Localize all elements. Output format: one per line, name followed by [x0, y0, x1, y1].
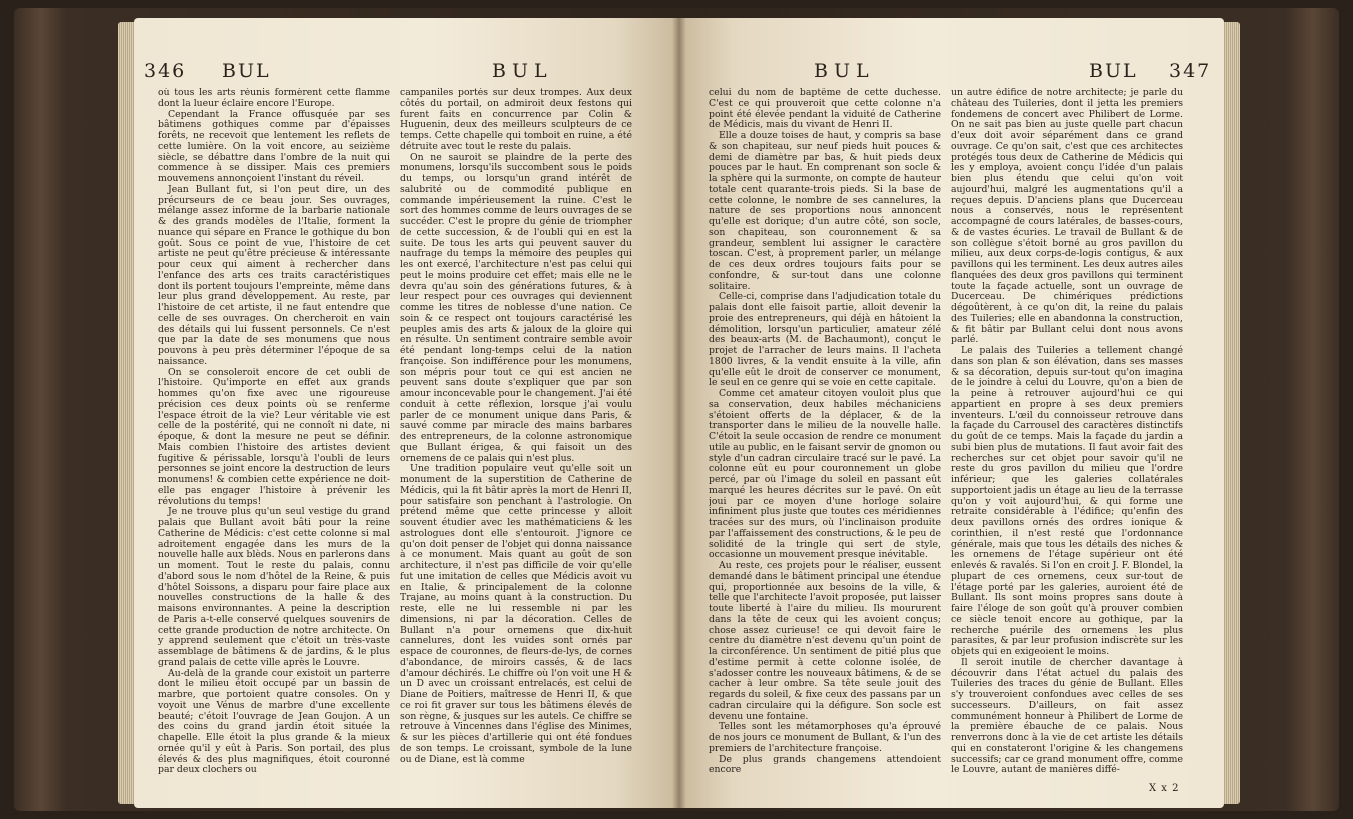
paragraph: Une tradition populaire veut qu'elle soit un monument de la superstition de Catherine de Médicis, qui la fit bâtir après la mort de Henri II, pour satisfaire son penchant à l'astrologie. On prétend même que cette princesse y alloit souvent étudier avec les mathématiciens & les astrologues dont elle s'entouroit. J'ignore ce qu'on doit penser de l'objet qui donna naissance à ce monument. Mais quant au goût de son architecture, il n'est pas difficile de voir qu'elle fut une imitation de celles que Médicis avoit vu en Italie, & principalement de la colonne Trajane, au moins quant à la construction. Du reste, elle ne lui ressemble ni par les dimensions, ni par la décoration. Celles de Bullant n'a pour ornemens que dix-huit cannelures, dont les vuides sont ornés par espace de couronnes, de fleurs-de-lys, de cornes d'abondance, de miroirs cassés, & de lacs d'amour déchirés. Le chiffre où l'on voit une H & un D avec un croissant entrelacés, est celui de Diane de Poitiers, maîtresse de Henri II, & que ce roi fit graver sur tous les bâtimens élevés de son règne, & jusques sur les autels. Ce chiffre se retrouve à Vincennes dans l'église des Minimes, & sur les pièces d'artillerie qui ont été fondues de son temps. Le croissant, symbole de la lune ou de Diane, est là comme: [400, 463, 632, 765]
right-head-center: BUL: [814, 60, 875, 82]
left-running-head: [134, 60, 679, 86]
paragraph: campaniles portés sur deux trompes. Aux deux côtés du portail, on admiroit deux festons qui furent faits en concurrence par Colin & Huguenin, deux des meilleurs sculpteurs de ce temps. Cette chapelle qui tomboit en ruine, a été détruite avec tout le reste du palais.: [400, 88, 632, 152]
paragraph: celui du nom de baptême de cette duchesse. C'est ce qui prouveroit que cette colonne n'a point été élevée pendant la viduité de Catherine de Médicis, mais du vivant de Henri II.: [709, 88, 941, 131]
right-running-head: [679, 60, 1224, 86]
left-page: [134, 18, 679, 808]
open-book: [14, 8, 1339, 811]
paragraph: Elle a douze toises de haut, y compris sa base & son chapiteau, sur neuf pieds huit pouces & demi de diamètre par bas, & huit pieds deux pouces par le haut. En comprenant son socle & la sphère qui la surmonte, on compte de hauteur totale cent quarante-trois pieds. Si la base de cette colonne, le nombre de ses cannelures, la nature de ses proportions nous annoncent qu'elle est dorique; d'un autre côté, son socle, son chapiteau, son couronnement & sa grandeur, semblent lui assigner le caractère toscan. C'est, à proprement parler, un mélange de ces deux ordres toujours faits pour se confondre, & sur-tout dans une colonne solitaire.: [709, 130, 941, 292]
paragraph: Cependant la France offusquée par ses bâtimens gothiques comme par d'épaisses forêts, ne recevoit que lentement les reflets de cette lumière. On la voit encore, au seizième siècle, se débattre dans l'ombre de la nuit qui commence à se dissiper. Mais ces premiers mouvemens annonçoient l'instant du réveil.: [158, 108, 390, 184]
left-column-1: [158, 88, 390, 778]
paragraph: Comme cet amateur citoyen vouloit plus que sa conservation, deux habiles méchaniciens s'étoient offerts de la déplacer, & de la transporter dans le milieu de la nouvelle halle. C'étoit la seule occasion de rendre ce monument utile au public, en le faisant servir de gnomon ou style d'un cadran circulaire tracé sur le pavé. La colonne eût eu pour couronnement un globe percé, par où l'image du soleil en passant eût marqué les heures décrites sur le pavé. On eût joui par ce moyen d'une horloge solaire infiniment plus juste que toutes ces méridiennes tracées sur des murs, où l'inclinaison produite par l'affaissement des constructions, & le peu de solidité de la tringle qui sert de style, occasionne un mouvement presque inévitable.: [709, 388, 941, 561]
paragraph: On se consoleroit encore de cet oubli de l'histoire. Qu'importe en effet aux grands hommes qu'on fixe avec une rigoureuse précision ces deux points où se renferme l'espace étroit de la vie? Leur véritable vie est celle de la postérité, qui ne connoît ni date, ni époque, & dont la mesure ne peut se définir. Mais combien l'histoire des artistes devient fugitive & périssable, lorsqu'à l'oubli de leurs personnes se joint encore la destruction de leurs monumens! & combien cette expérience ne doit-elle pas engager l'histoire à prévenir les révolutions du temps!: [158, 366, 390, 507]
left-head-center: BUL: [492, 60, 553, 82]
page-edges-left: [118, 22, 134, 804]
right-page-number: 347: [1169, 60, 1212, 82]
paragraph: De plus grands changemens attendoient encore: [709, 753, 941, 776]
left-head-outer: BUL: [222, 60, 271, 82]
right-column-2: [951, 88, 1183, 778]
signature-mark: X x 2: [1149, 783, 1180, 794]
page-edges-right: [1224, 22, 1240, 804]
paragraph: un autre édifice de notre architecte; je parle du château des Tuileries, dont il jetta les premiers fondemens de concert avec Philibert de Lorme. On ne sait pas bien au juste quelle part chacun d'eux doit avoir séparément dans ce grand ouvrage. Ce qu'on sait, c'est que ces architectes protégés tous deux de Catherine de Médicis qui les y employa, avoient conçu l'idée d'un palais bien plus étendu que celui qu'on voit aujourd'hui, malgré les augmentations qu'il a reçues depuis. D'anciens plans que Ducerceau nous a conservés, nous le représentent accompagné de cours latérales, de basses-cours, & de vastes écuries. Le travail de Bullant & de son collègue s'étoit borné au gros pavillon du milieu, aux deux corps-de-logis contigus, & aux pavillons qui les terminent. Les deux autres ailes flanquées des deux gros pavillons qui terminent toute la façade actuelle, sont un ouvrage de Ducerceau. De chimériques prédictions dégoûtèrent, à ce qu'on dit, la reine du palais des Tuileries; elle en abandonna la construction, & fit bâtir par Bullant celui dont nous avons parlé.: [951, 88, 1183, 346]
paragraph: où tous les arts réunis formèrent cette flamme dont la lueur éclaire encore l'Europe.: [158, 88, 390, 109]
paragraph: Il seroit inutile de chercher davantage à découvrir dans l'état actuel du palais des Tuileries des traces du génie de Bullant. Elles s'y trouveroient confondues avec celles de ses successeurs. D'ailleurs, on fait assez communément honneur à Philibert de Lorme de la première ébauche de ce palais. Nous renverrons donc à la vie de cet artiste les détails qui en constateront l'origine & les changemens successifs; car ce grand monument offre, comme le Louvre, autant de manières diffé-: [951, 656, 1183, 776]
right-head-outer: BUL: [1089, 60, 1138, 82]
right-column-1: [709, 88, 941, 778]
paragraph: Au-delà de la grande cour existoit un parterre dont le milieu étoit occupé par un bassin de marbre, que portoient quatre consoles. On y voyoit une Vénus de marbre d'une excellente beauté; c'étoit l'ouvrage de Jean Goujon. A un des coins du grand jardin étoit située la chapelle. Elle étoit la plus grande & la mieux ornée qu'il y eût à Paris. Son portail, des plus élevés & des plus magnifiques, étoit couronné par deux clochers ou: [158, 667, 390, 776]
left-column-2: [400, 88, 632, 778]
paragraph: Jean Bullant fut, si l'on peut dire, un des précurseurs de ce beau jour. Ses ouvrages, mélange assez informe de la barbarie nationale & des grands modèles de l'Italie, forment la nuance qui sépare en France le gothique du bon goût. Sous ce point de vue, l'histoire de cet artiste ne peut qu'être précieuse & intéressante pour ceux qui aiment à rechercher dans l'enfance des arts ces traits caractéristiques dont ils portent toujours l'empreinte, même dans leur plus grand développement. Au reste, par l'histoire de cet artiste, il ne faut entendre que celle de ses ouvrages. On chercheroit en vain des détails qui lui fussent personnels. Ce n'est que par la date de ses monumens que nous pouvons à peu près déterminer l'époque de sa naissance.: [158, 183, 390, 367]
paragraph: Celle-ci, comprise dans l'adjudication totale du palais dont elle faisoit partie, alloit devenir la proie des entrepreneurs, qui déjà en hâtoient la démolition, lorsqu'un particulier, amateur zélé des beaux-arts (M. de Bachaumont), conçut le projet de l'arracher de leurs mains. Il l'acheta 1800 livres, & la vendit ensuite à la ville, afin qu'elle eût le droit de conserver ce monument, le seul en ce genre qui se voie en cette capitale.: [709, 291, 941, 389]
paragraph: Je ne trouve plus qu'un seul vestige du grand palais que Bullant avoit bâti pour la reine Catherine de Médicis: c'est cette colonne si mal adroitement engagée dans les murs de la nouvelle halle aux blèds. Nous en parlerons dans un moment. Tout le reste du palais, connu d'abord sous le nom d'hôtel de la Reine, & puis d'hôtel Soissons, a disparu pour faire place aux nouvelles constructions de la halle & des maisons environnantes. A peine la description de Paris a-t-elle conservé quelques souvenirs de cette grande production de notre architecte. On y apprend seulement que c'étoit un très-vaste assemblage de bâtimens & de jardins, & le plus grand palais de cette ville après le Louvre.: [158, 506, 390, 668]
right-page: [679, 18, 1224, 808]
paragraph: Le palais des Tuileries a tellement changé dans son plan & son élévation, dans ses masses & sa décoration, depuis sur-tout qu'on imagina de le joindre à celui du Louvre, qu'on a bien de la peine à retrouver aujourd'hui ce qui appartient en propre à ses deux premiers inventeurs. L'œil du connoisseur retrouve dans la façade du Carrousel des caractères distinctifs du goût de ce temps. Mais la façade du jardin a subi bien plus de mutations. Il faut avoir fait des recherches sur cet objet pour savoir qu'il ne reste du gros pavillon du milieu que l'ordre inférieur; que les galeries collatérales supportoient jadis un étage au lieu de la terrasse qu'on y voit aujourd'hui, & qui forme une retraite considérable à l'édifice; qu'enfin des deux pavillons ornés des ordres ionique & corinthien, il n'est resté que l'ordonnance générale, mais que tous les détails des niches & les ornemens de l'étage supérieur ont été enlevés & ravalés. Si l'on en croit J. F. Blondel, la plupart de ces ornemens, ceux sur-tout de l'étage porté par les galeries, auroient été de Bullant. Ils sont moins propres sans doute à faire l'éloge de son goût qu'à prouver combien ce siècle tenoit encore au gothique, par la recherche puérile des ornemens les plus parasites, & par leur profusion indiscrète sur les objets qui en exigeoient le moins.: [951, 345, 1183, 657]
paragraph: Telles sont les métamorphoses qu'a éprouvé de nos jours ce monument de Bullant, & l'un des premiers de l'architecture françoise.: [709, 721, 941, 754]
paragraph: Au reste, ces projets pour le réaliser, eussent demandé dans le bâtiment principal une étendue qui, proportionnée aux besoins de la ville, & telle que l'architecte l'avoit proposée, put laisser toute liberté à l'aire du milieu. Ils moururent dans la tête de ceux qui les avoient conçus; chose assez curieuse! ce qui devoit faire le centre du diamètre n'est devenu qu'un point de la circonférence. Un sentiment de pitié plus que d'estime permit à cette colonne isolée, de s'adosser contre les nouveaux bâtimens, & de se cacher à leur ombre. Sa tête seule jouit des regards du soleil, & fixe ceux des passans par un cadran circulaire qui la défigure. Son socle est devenu une fontaine.: [709, 560, 941, 722]
paragraph: On ne sauroit se plaindre de la perte des monumens, lorsqu'ils succombent sous le poids du temps, ou lorsqu'un grand intérêt de salubrité ou de commodité publique en commande impérieusement la ruine. C'est le sort des hommes comme de leurs ouvrages de se succéder. C'est le propre du génie de triompher de cette succession, & de l'oubli qui en est la suite. De tous les arts qui peuvent sauver du naufrage du temps la mémoire des peuples qui les ont exercé, l'architecture n'est pas celui qui peut le moins produire cet effet; mais elle ne le devra qu'au soin des générations futures, & à leur respect pour ces ouvrages qui deviennent comme les titres de noblesse d'une nation. Ce soin & ce respect ont toujours caractérisé les peuples amis des arts & jaloux de la gloire qui en résulte. Un sentiment contraire semble avoir été pendant long-temps celui de la nation françoise. Son indifférence pour les monumens, son mépris pour tout ce qui est ancien ne peuvent sans doute s'expliquer que par son amour inconcevable pour le changement. J'ai été conduit à cette réflexion, lorsque j'ai voulu parler de ce monument unique dans Paris, & sauvé comme par miracle des mains barbares des entrepreneurs, de la colonne astronomique que Bullant érigea, & qui faisoit un des ornemens de ce palais qui n'est plus.: [400, 151, 632, 464]
left-page-number: 346: [144, 60, 187, 82]
